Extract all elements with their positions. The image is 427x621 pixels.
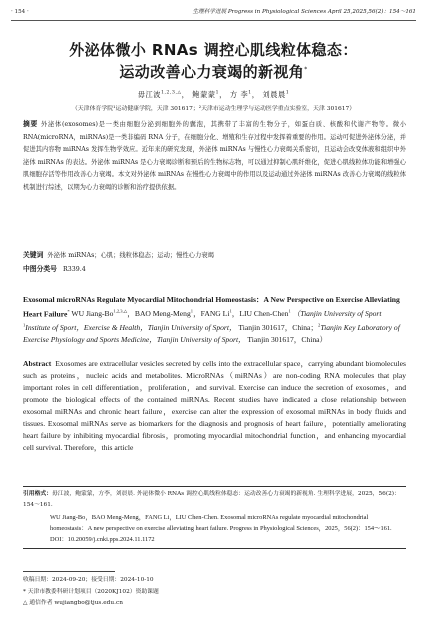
abstract-english-label: Abstract bbox=[23, 359, 52, 368]
title-line-2: 运动改善心力衰竭的新视角 bbox=[119, 63, 305, 81]
fund-note: * 天津市教委科研计划项目（2020KJ102）资助课题 bbox=[23, 588, 159, 595]
affiliation-english: （Tianjin University of Sport $^1$Institute of Sport，Exercise & Health，Tianjin University of Sport， Tianjin 301617，China；$^2$Tianjin Key Laboratory of Exercise Physiology and Sports Medicine，Tianjin University of Sport， Tianjin 301617，China） bbox=[23, 309, 400, 344]
corresponding-author: △ 通信作者 wujiangbo@tjus.edu.cn bbox=[23, 600, 123, 606]
running-head bbox=[11, 6, 416, 21]
abstract-text: 外泌体(exosomes)是一类由细胞分泌到细胞外的囊泡，其携带了丰富的生物分子，如蛋白质、核酸和代谢产物等。微小 RNA(microRNA，miRNAs)是一类非编码 RNA 分子，在细胞分化、增殖和生存过程中发挥着重要的作用。运动可促进外泌体分泌，并促进其内容物 miRNAs 发挥生物学效应。近年来的研究发现，外泌体 miRNAs 与慢性心力衰竭关系密切，且运动会改变体液和组织中外泌体 miRNAs 的表达。外泌体 miRNAs 是心力衰竭诊断和预后的生物标志物，可以通过抑制心肌纤维化，促进心肌线粒体功能和增强心肌细胞存活等作用改善心力衰竭。本文对外泌体 miRNAs 在慢性心力衰竭中的作用以及运动通过外泌体 miRNAs 改善心力衰竭的线粒体机制进行综述，以期为心力衰竭的诊断和治疗提供依据。 bbox=[23, 121, 407, 191]
abstract-chinese bbox=[23, 118, 406, 195]
abstract-english-text: Exosomes are extracellular vesicles secreted by cells into the extracellular space，carrying abundant biomolecules such as proteins，nucleic acids and metabolites. MicroRNAs（miRNAs）are non-coding RNA molecules that play important roles in cell differentiation，proliferation，and survival. Exercise can induce the secretion of exosomes，and promote the biological effects of the contained miRNAs. Recent studies have indicated a close relationship between exosomal miRNAs and chronic heart failure，exercise can alter the expression of exosomal miRNAs in body fluids and tissues. Exosomal miRNAs serve as biomarkers for the diagnosis and prognosis of heart failure，potentially ameliorating heart failure by inhibiting myocardial fibrosis，promoting myocardial mitochondrial function，and enhancing myocardial cell survival. Therefore，this article bbox=[23, 359, 406, 452]
author-1: 毋江波 bbox=[137, 90, 162, 99]
title-chinese bbox=[0, 40, 427, 82]
classification-code: R339.4 bbox=[62, 266, 86, 273]
citation-english: WU Jiang-Bo，BAO Meng-Meng，FANG Li，LIU Chen-Chen. Exosomal microRNAs regulate myocardial mitochondrial homeostasis：A new perspective on exercise alleviating heart failure. Progress in Physiological Sciences，2025，56(2)：154～161. DOI：10.20059/j.cnki.pps.2024.11.1172 bbox=[50, 513, 392, 544]
journal-citation-header: 生理科学进展 Progress in Physiological Sciences April 25,2025,56(2)：154～161 bbox=[192, 9, 416, 15]
title-english: Exosomal microRNAs Regulate Myocardial Mitochondrial Homeostasis：A New Perspective on Exercise Alleviating Heart Failure bbox=[23, 295, 400, 319]
citation-box bbox=[23, 486, 406, 549]
author-2: 鲍蒙蒙 bbox=[192, 90, 216, 99]
keywords-text: 外泌体 miRNAs；心肌；线粒体稳态；运动；慢性心力衰竭 bbox=[47, 252, 214, 259]
keywords-chinese bbox=[23, 249, 406, 262]
fund-mark: * bbox=[304, 66, 308, 73]
keywords-label: 关键词 bbox=[23, 251, 44, 259]
authors-chinese: 毋江波$^{1,2,3,\triangle}$， 鲍蒙蒙$^1$， 方 李$^1$， 刘晨晨$^1$ bbox=[137, 90, 290, 99]
abstract-english bbox=[23, 358, 406, 454]
received-date: 收稿日期：2024-09-20；接受日期：2024-10-10 bbox=[23, 577, 154, 583]
citation-label: 引用格式： bbox=[23, 491, 52, 497]
footnote-divider bbox=[23, 571, 115, 572]
authors-english: WU Jiang-$Bo^{1,2,3,\triangle}$，BAO Meng-Meng$^1$，FANG Li$^1$，LIU Chen-Chen$^1$ bbox=[71, 308, 291, 319]
page-number: · 154 · bbox=[11, 9, 29, 15]
author-4: 刘晨晨 bbox=[262, 90, 286, 99]
classification-number bbox=[23, 263, 406, 276]
affiliation-chinese: （天津体育学院¹运动健康学院，天津 301617；²天津市运动生理学与运动医学重点实验室，天津 301617） bbox=[71, 106, 356, 112]
author-3: 方 李 bbox=[229, 90, 249, 99]
title-english-block: Exosomal microRNAs Regulate Myocardial Mitochondrial Homeostasis：A New Perspective on Exercise Alleviating Heart Failure* WU Jiang-$Bo^{1,2,3,\triangle}$，BAO Meng-Meng$^1$，FANG Li$^1$，LIU Chen-Chen$^1$ （Tianjin University of Sport $^1$Institute of Sport，Exercise & Health，Tianjin University of Sport， Tianjin 301617，China；$^2$Tianjin Key Laboratory of Exercise Physiology and Sports Medicine，Tianjin University of Sport， Tianjin 301617，China） bbox=[23, 295, 400, 344]
classification-label: 中图分类号 bbox=[23, 265, 57, 273]
abstract-label: 摘要 bbox=[23, 120, 39, 128]
citation-chinese: 毋江波，鲍蒙蒙，方李，刘晨晨. 外泌体微小 RNAs 调控心肌线粒体稳态：运动改善心力衰竭的新视角. 生理科学进展，2025，56(2)：154～161. bbox=[23, 491, 400, 509]
title-line-1: 外泌体微小 RNAs 调控心肌线粒体稳态： bbox=[69, 41, 358, 59]
footnotes bbox=[23, 575, 406, 610]
